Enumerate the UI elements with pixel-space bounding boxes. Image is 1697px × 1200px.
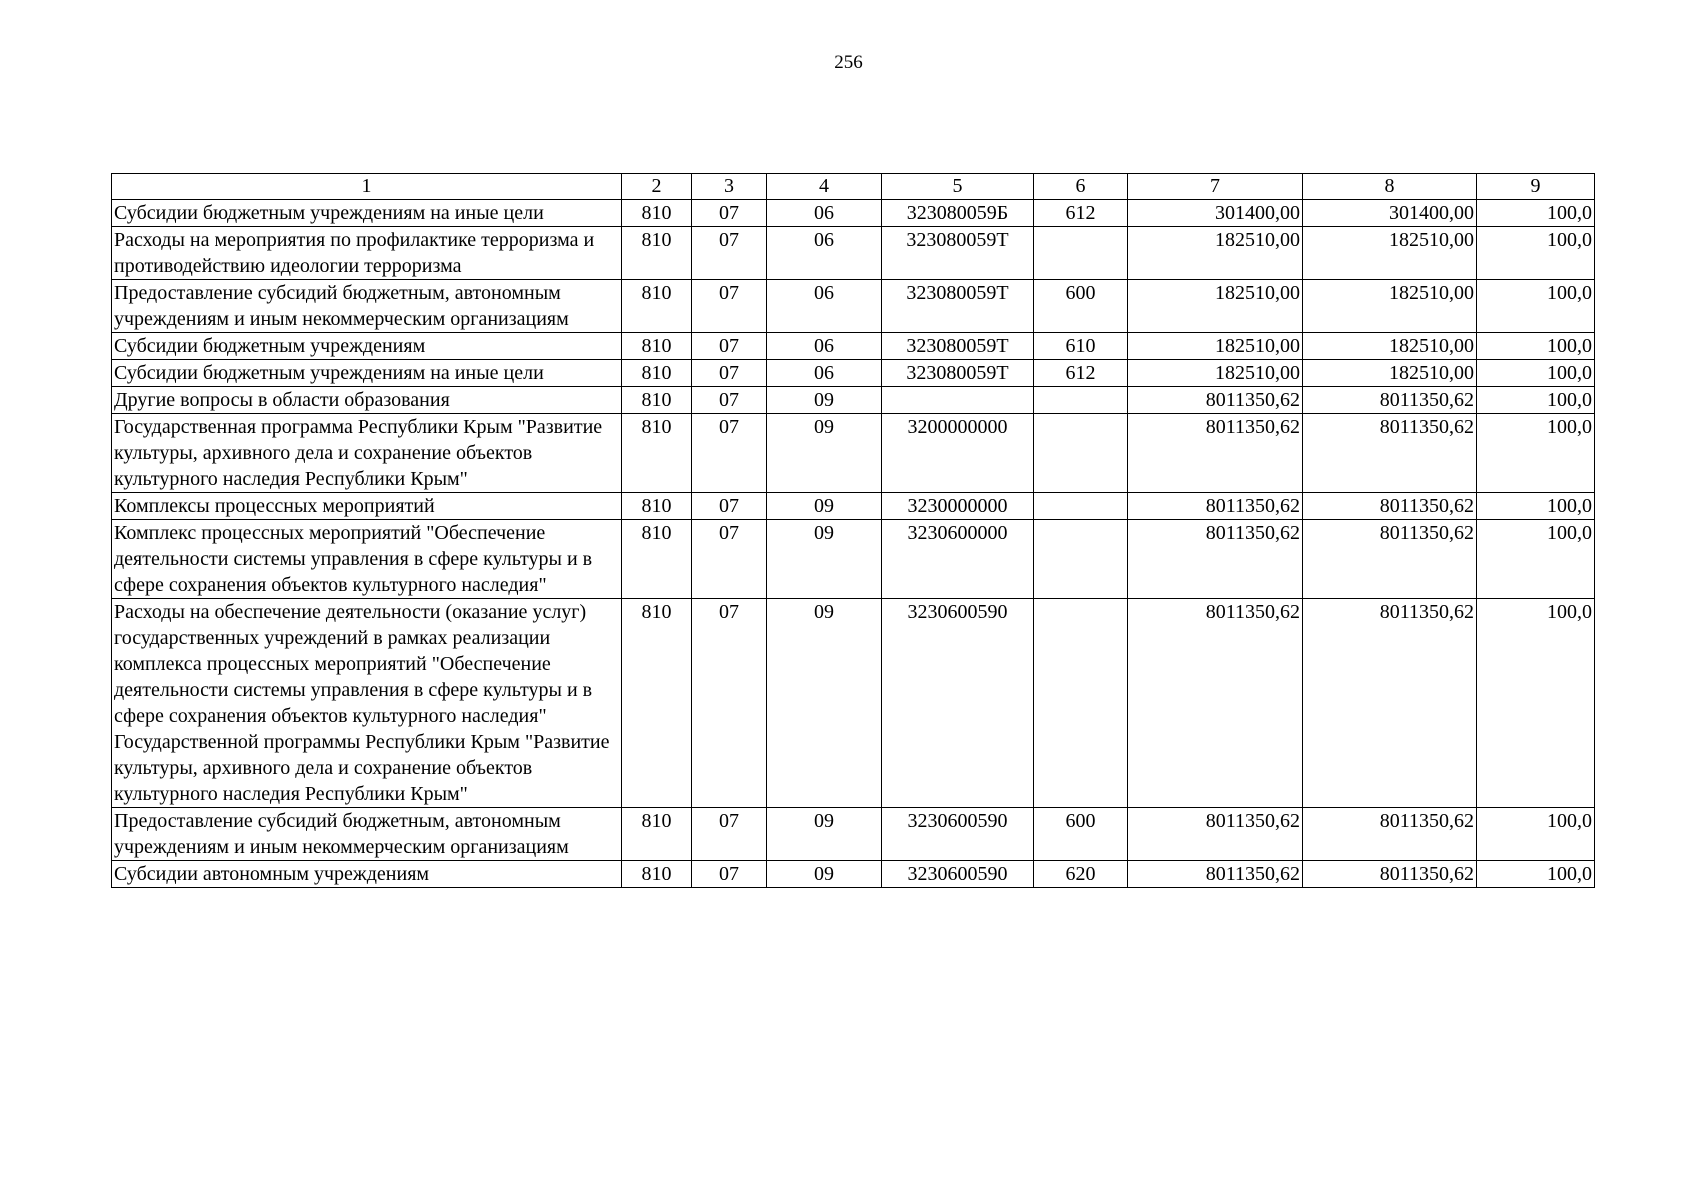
target-article-code-cell: 3230600590 <box>882 861 1034 888</box>
ministry-code-cell: 810 <box>622 200 692 227</box>
table-row <box>112 200 1595 227</box>
execution-percent-cell: 100,0 <box>1477 227 1595 280</box>
subsection-code-cell: 09 <box>767 414 882 493</box>
executed-amount-cell: 8011350,62 <box>1303 808 1477 861</box>
target-article-code-cell: 3230000000 <box>882 493 1034 520</box>
expense-type-code-cell: 600 <box>1034 808 1128 861</box>
table-body <box>112 200 1595 888</box>
ministry-code-cell: 810 <box>622 520 692 599</box>
execution-percent-cell: 100,0 <box>1477 280 1595 333</box>
subsection-code-cell: 09 <box>767 808 882 861</box>
section-code-cell: 07 <box>692 599 767 808</box>
executed-amount-cell: 8011350,62 <box>1303 414 1477 493</box>
column-header-9: 9 <box>1477 174 1595 200</box>
section-code-cell: 07 <box>692 387 767 414</box>
ministry-code-cell: 810 <box>622 360 692 387</box>
table-row <box>112 280 1595 333</box>
execution-percent-cell: 100,0 <box>1477 599 1595 808</box>
subsection-code-cell: 06 <box>767 227 882 280</box>
ministry-code-cell: 810 <box>622 599 692 808</box>
table-row <box>112 387 1595 414</box>
row-name-cell: Субсидии бюджетным учреждениям на иные цели <box>112 200 622 227</box>
executed-amount-cell: 182510,00 <box>1303 360 1477 387</box>
section-code-cell: 07 <box>692 227 767 280</box>
target-article-code-cell <box>882 387 1034 414</box>
executed-amount-cell: 301400,00 <box>1303 200 1477 227</box>
planned-amount-cell: 182510,00 <box>1128 280 1303 333</box>
target-article-code-cell: 3230600590 <box>882 599 1034 808</box>
section-code-cell: 07 <box>692 414 767 493</box>
executed-amount-cell: 8011350,62 <box>1303 493 1477 520</box>
expense-type-code-cell: 610 <box>1034 333 1128 360</box>
column-header-2: 2 <box>622 174 692 200</box>
subsection-code-cell: 09 <box>767 861 882 888</box>
target-article-code-cell: 3230600590 <box>882 808 1034 861</box>
row-name-cell: Предоставление субсидий бюджетным, автономным учреждениям и иным некоммерческим организациям <box>112 280 622 333</box>
table-row <box>112 520 1595 599</box>
ministry-code-cell: 810 <box>622 808 692 861</box>
target-article-code-cell: 323080059Т <box>882 360 1034 387</box>
table-row <box>112 808 1595 861</box>
expense-type-code-cell <box>1034 599 1128 808</box>
row-name-cell: Комплексы процессных мероприятий <box>112 493 622 520</box>
execution-percent-cell: 100,0 <box>1477 200 1595 227</box>
target-article-code-cell: 323080059Т <box>882 280 1034 333</box>
planned-amount-cell: 301400,00 <box>1128 200 1303 227</box>
section-code-cell: 07 <box>692 520 767 599</box>
table-row <box>112 227 1595 280</box>
planned-amount-cell: 182510,00 <box>1128 360 1303 387</box>
executed-amount-cell: 8011350,62 <box>1303 387 1477 414</box>
executed-amount-cell: 182510,00 <box>1303 333 1477 360</box>
column-header-5: 5 <box>882 174 1034 200</box>
ministry-code-cell: 810 <box>622 333 692 360</box>
planned-amount-cell: 8011350,62 <box>1128 520 1303 599</box>
section-code-cell: 07 <box>692 333 767 360</box>
column-header-8: 8 <box>1303 174 1477 200</box>
table-row <box>112 360 1595 387</box>
column-header-3: 3 <box>692 174 767 200</box>
column-header-7: 7 <box>1128 174 1303 200</box>
section-code-cell: 07 <box>692 808 767 861</box>
executed-amount-cell: 8011350,62 <box>1303 599 1477 808</box>
subsection-code-cell: 06 <box>767 360 882 387</box>
expense-type-code-cell: 612 <box>1034 200 1128 227</box>
row-name-cell: Комплекс процессных мероприятий "Обеспечение деятельности системы управления в сфере культуры и в сфере сохранения объектов культурного наследия" <box>112 520 622 599</box>
planned-amount-cell: 8011350,62 <box>1128 493 1303 520</box>
table-header-row <box>112 174 1595 200</box>
target-article-code-cell: 323080059Б <box>882 200 1034 227</box>
row-name-cell: Субсидии автономным учреждениям <box>112 861 622 888</box>
execution-percent-cell: 100,0 <box>1477 387 1595 414</box>
expense-type-code-cell <box>1034 414 1128 493</box>
section-code-cell: 07 <box>692 360 767 387</box>
column-header-1: 1 <box>112 174 622 200</box>
executed-amount-cell: 8011350,62 <box>1303 520 1477 599</box>
subsection-code-cell: 09 <box>767 520 882 599</box>
executed-amount-cell: 182510,00 <box>1303 280 1477 333</box>
planned-amount-cell: 182510,00 <box>1128 227 1303 280</box>
target-article-code-cell: 323080059Т <box>882 333 1034 360</box>
row-name-cell: Субсидии бюджетным учреждениям <box>112 333 622 360</box>
execution-percent-cell: 100,0 <box>1477 861 1595 888</box>
subsection-code-cell: 06 <box>767 200 882 227</box>
planned-amount-cell: 182510,00 <box>1128 333 1303 360</box>
execution-percent-cell: 100,0 <box>1477 808 1595 861</box>
section-code-cell: 07 <box>692 280 767 333</box>
table-row <box>112 861 1595 888</box>
expense-type-code-cell: 600 <box>1034 280 1128 333</box>
target-article-code-cell: 323080059Т <box>882 227 1034 280</box>
planned-amount-cell: 8011350,62 <box>1128 387 1303 414</box>
planned-amount-cell: 8011350,62 <box>1128 414 1303 493</box>
subsection-code-cell: 09 <box>767 387 882 414</box>
row-name-cell: Предоставление субсидий бюджетным, автономным учреждениям и иным некоммерческим организациям <box>112 808 622 861</box>
section-code-cell: 07 <box>692 493 767 520</box>
ministry-code-cell: 810 <box>622 493 692 520</box>
planned-amount-cell: 8011350,62 <box>1128 808 1303 861</box>
ministry-code-cell: 810 <box>622 414 692 493</box>
planned-amount-cell: 8011350,62 <box>1128 861 1303 888</box>
expense-type-code-cell <box>1034 493 1128 520</box>
row-name-cell: Расходы на мероприятия по профилактике терроризма и противодействию идеологии терроризма <box>112 227 622 280</box>
target-article-code-cell: 3200000000 <box>882 414 1034 493</box>
ministry-code-cell: 810 <box>622 280 692 333</box>
table-row <box>112 599 1595 808</box>
subsection-code-cell: 09 <box>767 493 882 520</box>
ministry-code-cell: 810 <box>622 387 692 414</box>
expense-type-code-cell <box>1034 227 1128 280</box>
planned-amount-cell: 8011350,62 <box>1128 599 1303 808</box>
page-number: 256 <box>834 52 863 73</box>
table-row <box>112 333 1595 360</box>
target-article-code-cell: 3230600000 <box>882 520 1034 599</box>
row-name-cell: Государственная программа Республики Крым "Развитие культуры, архивного дела и сохранение объектов культурного наследия Республики Крым" <box>112 414 622 493</box>
executed-amount-cell: 8011350,62 <box>1303 861 1477 888</box>
column-header-6: 6 <box>1034 174 1128 200</box>
row-name-cell: Другие вопросы в области образования <box>112 387 622 414</box>
execution-percent-cell: 100,0 <box>1477 520 1595 599</box>
execution-percent-cell: 100,0 <box>1477 360 1595 387</box>
subsection-code-cell: 06 <box>767 280 882 333</box>
executed-amount-cell: 182510,00 <box>1303 227 1477 280</box>
expense-type-code-cell <box>1034 387 1128 414</box>
execution-percent-cell: 100,0 <box>1477 493 1595 520</box>
expense-type-code-cell <box>1034 520 1128 599</box>
row-name-cell: Субсидии бюджетным учреждениям на иные цели <box>112 360 622 387</box>
execution-percent-cell: 100,0 <box>1477 414 1595 493</box>
subsection-code-cell: 09 <box>767 599 882 808</box>
expense-type-code-cell: 612 <box>1034 360 1128 387</box>
column-header-4: 4 <box>767 174 882 200</box>
budget-table <box>111 173 1595 888</box>
ministry-code-cell: 810 <box>622 861 692 888</box>
row-name-cell: Расходы на обеспечение деятельности (оказание услуг) государственных учреждений в рамках реализации комплекса процессных мероприятий "Обеспечение деятельности системы управления в сфере культуры и в сфере сохранения объектов культурного наследия" Государственной программы Республики Крым "Развитие культуры, архивного дела и сохранение объектов культурного наследия Республики Крым" <box>112 599 622 808</box>
section-code-cell: 07 <box>692 200 767 227</box>
expense-type-code-cell: 620 <box>1034 861 1128 888</box>
execution-percent-cell: 100,0 <box>1477 333 1595 360</box>
table-row <box>112 414 1595 493</box>
ministry-code-cell: 810 <box>622 227 692 280</box>
table-row <box>112 493 1595 520</box>
subsection-code-cell: 06 <box>767 333 882 360</box>
section-code-cell: 07 <box>692 861 767 888</box>
